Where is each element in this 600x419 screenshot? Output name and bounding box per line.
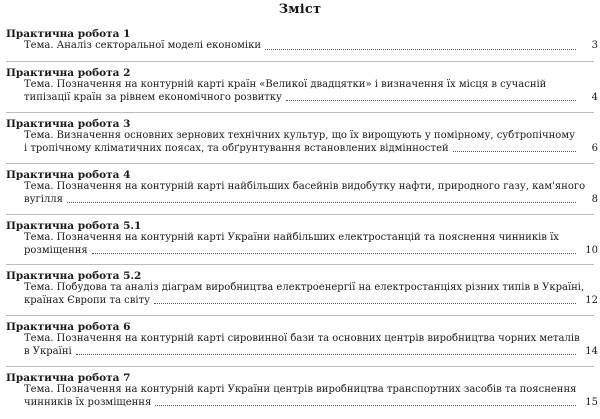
toc-entry-heading: Практична робота 3 xyxy=(6,118,131,130)
toc-entry[interactable] xyxy=(6,372,598,409)
entry-divider xyxy=(6,112,594,113)
page-number: 4 xyxy=(591,91,598,103)
toc-entry-topic xyxy=(24,79,598,104)
topic-line: Тема. Позначення на контурній карті країн «Великої двадцятки» і визначення їх місця в сучасній xyxy=(24,79,547,90)
topic-line: чинників їх розміщення xyxy=(24,396,152,408)
toc-entry[interactable] xyxy=(6,169,598,206)
topic-last-line xyxy=(24,295,598,308)
dot-leader xyxy=(92,252,576,254)
entry-divider xyxy=(6,264,594,265)
topic-last-line xyxy=(24,194,598,207)
topic-line: Тема. Аналіз секторальної моделі економіки xyxy=(24,40,261,51)
topic-line: в Україні xyxy=(24,345,72,357)
dot-leader xyxy=(76,353,576,355)
entry-divider xyxy=(6,61,594,62)
toc-entry-topic xyxy=(24,130,598,155)
entry-divider xyxy=(6,315,594,316)
topic-last-line xyxy=(24,143,598,156)
topic-line: Тема. Позначення на контурній карті України найбільших електростанцій та пояснення чинників їх xyxy=(24,232,559,243)
page-number: 3 xyxy=(591,40,598,51)
topic-last-line xyxy=(24,346,598,359)
topic-line: Тема. Визначення основних зернових технічних культур, що їх вирощують у помірному, субтропічному xyxy=(24,130,575,141)
page-number: 6 xyxy=(591,142,598,154)
page-number: 14 xyxy=(585,345,598,357)
toc-entry-topic xyxy=(24,333,598,358)
toc-entry[interactable] xyxy=(6,220,598,257)
toc-entry-heading: Практична робота 4 xyxy=(6,169,131,181)
topic-line: і тропічному кліматичних поясах, та обґрунтування встановлених відмінностей xyxy=(24,142,449,154)
toc-entry[interactable] xyxy=(6,28,598,53)
toc-entry-heading: Практична робота 7 xyxy=(6,372,131,384)
dot-leader xyxy=(154,302,576,304)
topic-line: Тема. Позначення на контурній карті найбільших басейнів видобутку нафти, природного газу, кам'яного xyxy=(24,181,586,192)
toc-entry-heading: Практична робота 6 xyxy=(6,321,131,333)
dot-leader xyxy=(67,201,576,203)
topic-line: Тема. Позначення на контурній карті сировинної бази та основних центрів виробництва чорних металів xyxy=(24,333,580,344)
topic-last-line xyxy=(24,397,598,410)
toc-entry[interactable] xyxy=(6,67,598,104)
toc-entry[interactable] xyxy=(6,321,598,358)
entry-divider xyxy=(6,366,594,367)
topic-line: розміщення xyxy=(24,244,88,256)
dot-leader xyxy=(453,150,576,152)
page-number: 15 xyxy=(585,396,598,408)
toc-entry-topic xyxy=(24,40,598,53)
toc-entry[interactable] xyxy=(6,118,598,155)
toc-entry[interactable] xyxy=(6,270,598,307)
topic-last-line xyxy=(24,40,598,53)
topic-line: типізації країн за рівнем економічного розвитку xyxy=(24,91,282,103)
topic-last-line xyxy=(24,92,598,105)
toc-entry-topic xyxy=(24,384,598,409)
dot-leader xyxy=(265,48,576,50)
topic-line: Тема. Побудова та аналіз діаграм виробництва електроенергії на електростанціях різних типів в Україні, xyxy=(24,282,585,293)
page-title: Зміст xyxy=(278,2,322,17)
dot-leader xyxy=(286,99,576,101)
entry-divider xyxy=(6,214,594,215)
toc-entry-topic xyxy=(24,232,598,257)
page-number: 8 xyxy=(591,193,598,205)
topic-last-line xyxy=(24,245,598,258)
toc-entry-heading: Практична робота 2 xyxy=(6,67,131,79)
toc-entry-heading: Практична робота 1 xyxy=(6,28,131,40)
dot-leader xyxy=(155,404,576,406)
toc-entry-heading: Практична робота 5.1 xyxy=(6,220,142,232)
toc-entry-heading: Практична робота 5.2 xyxy=(6,270,142,282)
topic-line: країнах Європи та світу xyxy=(24,294,150,306)
toc-entry-topic xyxy=(24,282,598,307)
topic-line: Тема. Позначення на контурній карті України центрів виробництва транспортних засобів та пояснення xyxy=(24,384,577,395)
page-number: 10 xyxy=(585,244,598,256)
topic-line: вугілля xyxy=(24,193,63,205)
page-number: 12 xyxy=(585,294,598,306)
toc-entry-topic xyxy=(24,181,598,206)
entry-divider xyxy=(6,163,594,164)
